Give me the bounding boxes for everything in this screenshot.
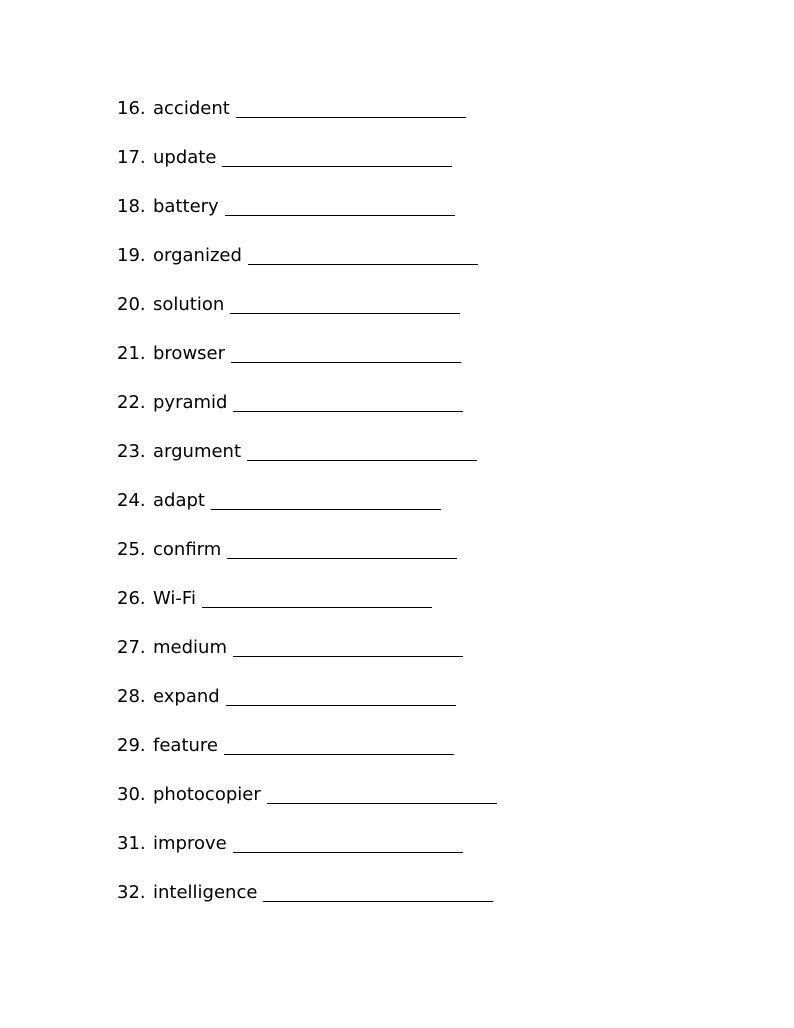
answer-blank[interactable] [233, 636, 463, 657]
list-item [117, 195, 497, 244]
item-word: medium [153, 637, 227, 658]
item-number: 23. [117, 441, 146, 462]
list-item [117, 293, 497, 342]
item-word: Wi-Fi [153, 588, 196, 609]
item-number: 20. [117, 294, 146, 315]
list-item [117, 244, 497, 293]
answer-blank[interactable] [236, 97, 466, 118]
list-item [117, 440, 497, 489]
list-item [117, 587, 497, 636]
list-item [117, 391, 497, 440]
item-word: adapt [153, 490, 205, 511]
list-item [117, 97, 497, 146]
item-number: 21. [117, 343, 146, 364]
answer-blank[interactable] [247, 440, 477, 461]
item-number: 22. [117, 392, 146, 413]
item-number: 26. [117, 588, 146, 609]
item-word: accident [153, 98, 230, 119]
item-number: 27. [117, 637, 146, 658]
item-word: expand [153, 686, 220, 707]
item-number: 28. [117, 686, 146, 707]
answer-blank[interactable] [263, 881, 493, 902]
item-word: pyramid [153, 392, 228, 413]
item-number: 32. [117, 882, 146, 903]
item-number: 25. [117, 539, 146, 560]
item-number: 16. [117, 98, 146, 119]
list-item [117, 881, 497, 930]
list-item [117, 342, 497, 391]
item-word: confirm [153, 539, 222, 560]
list-item [117, 489, 497, 538]
item-word: solution [153, 294, 225, 315]
answer-blank[interactable] [267, 783, 497, 804]
answer-blank[interactable] [222, 146, 452, 167]
answer-blank[interactable] [233, 832, 463, 853]
item-number: 19. [117, 245, 146, 266]
item-word: intelligence [153, 882, 258, 903]
item-number: 17. [117, 147, 146, 168]
item-word: improve [153, 833, 227, 854]
list-item [117, 538, 497, 587]
list-item [117, 146, 497, 195]
answer-blank[interactable] [230, 293, 460, 314]
answer-blank[interactable] [202, 587, 432, 608]
answer-blank[interactable] [211, 489, 441, 510]
answer-blank[interactable] [225, 195, 455, 216]
list-item [117, 636, 497, 685]
answer-blank[interactable] [233, 391, 463, 412]
item-word: organized [153, 245, 242, 266]
list-item [117, 734, 497, 783]
item-word: update [153, 147, 217, 168]
item-number: 29. [117, 735, 146, 756]
item-word: photocopier [153, 784, 261, 805]
item-word: browser [153, 343, 226, 364]
answer-blank[interactable] [227, 538, 457, 559]
item-word: argument [153, 441, 242, 462]
item-number: 30. [117, 784, 146, 805]
answer-blank[interactable] [231, 342, 461, 363]
answer-blank[interactable] [224, 734, 454, 755]
item-number: 31. [117, 833, 146, 854]
answer-blank[interactable] [248, 244, 478, 265]
answer-blank[interactable] [226, 685, 456, 706]
item-word: battery [153, 196, 219, 217]
list-item [117, 685, 497, 734]
item-word: feature [153, 735, 218, 756]
item-number: 18. [117, 196, 146, 217]
list-item [117, 832, 497, 881]
list-item [117, 783, 497, 832]
item-number: 24. [117, 490, 146, 511]
word-list [117, 97, 497, 930]
